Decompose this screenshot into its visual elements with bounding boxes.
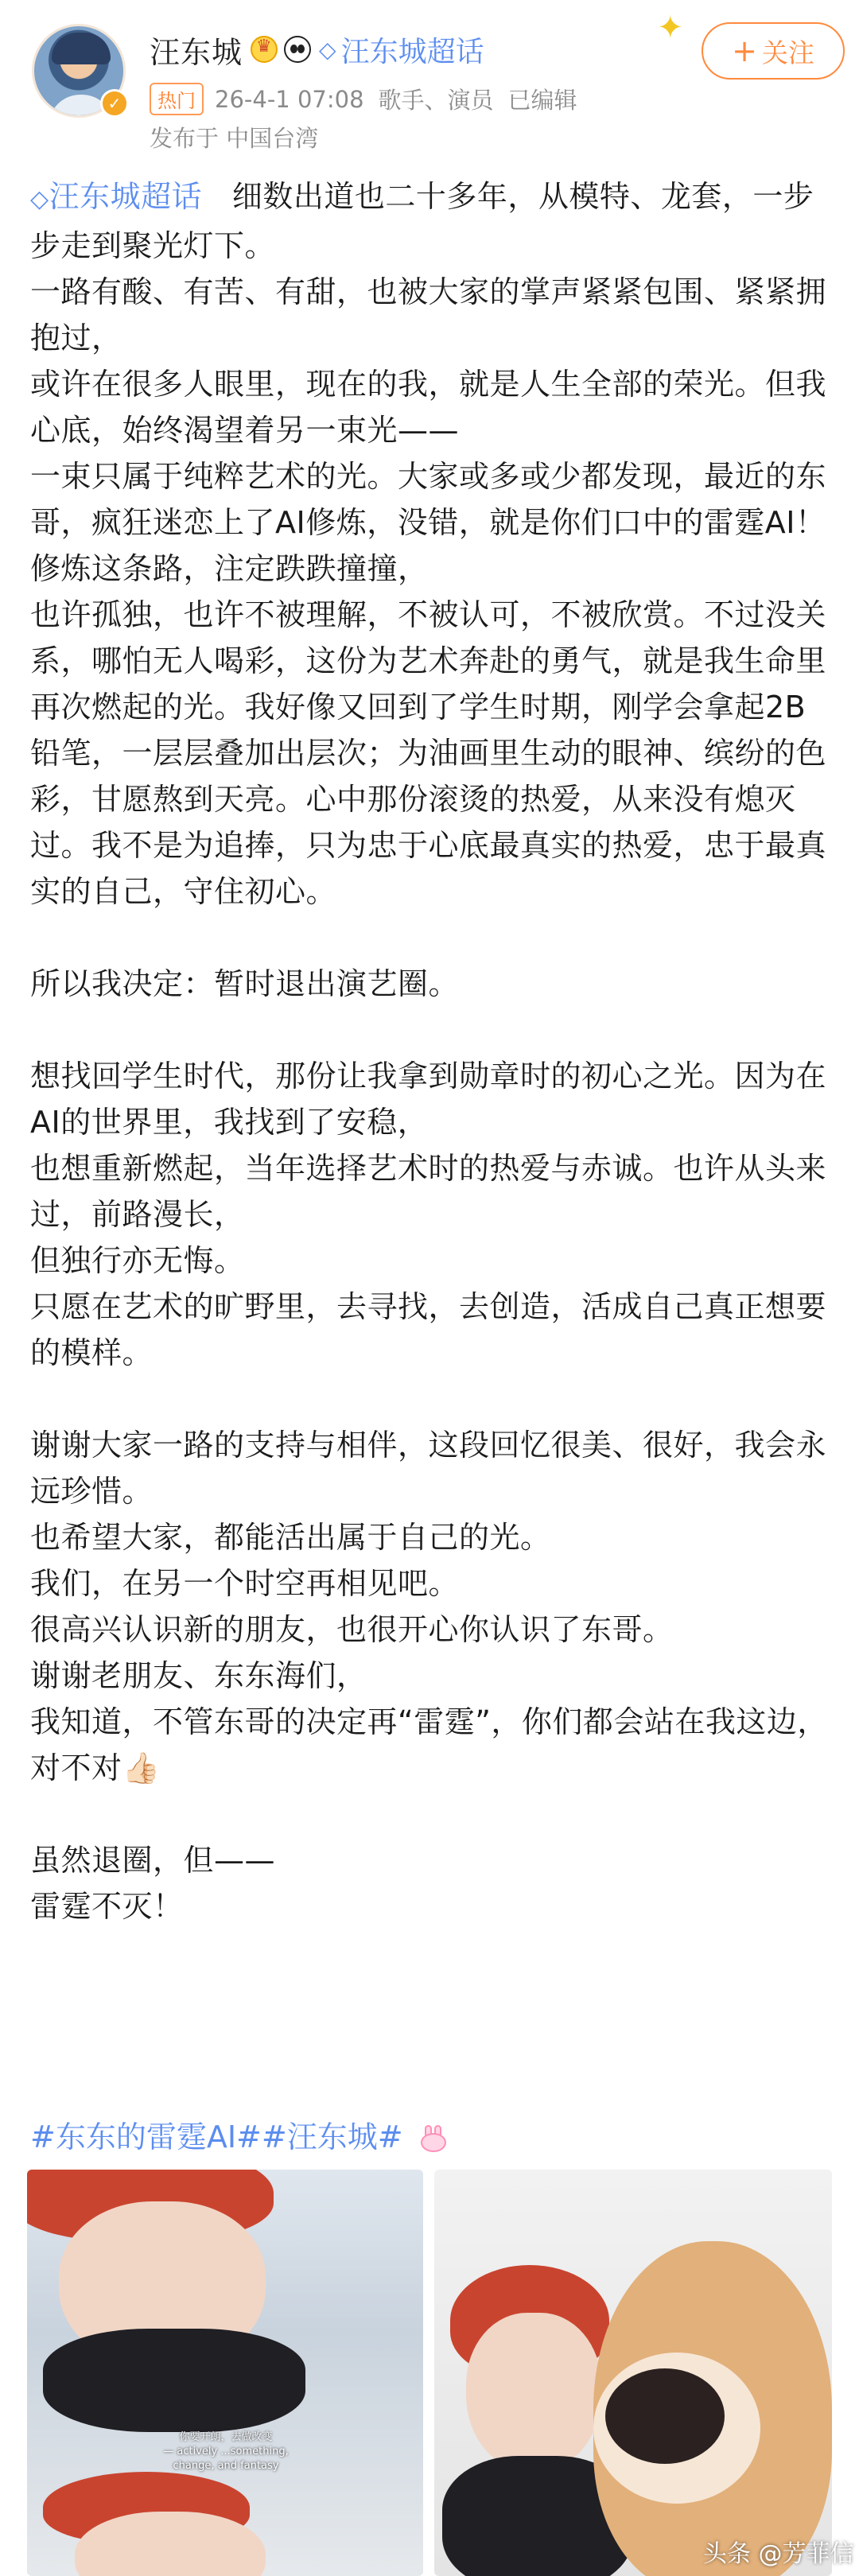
diamond-icon: ◇ [319, 36, 336, 63]
meta-row [150, 83, 577, 115]
topic-link[interactable] [30, 179, 202, 214]
paragraph-gap [30, 1791, 834, 1837]
watermark: 头条 @芳菲信 [703, 2540, 854, 2568]
post-line: 我知道，不管东哥的决定再“雷霆”，你们都会站在我这边，对不对👍🏻 [30, 1704, 828, 1785]
post-line: 一束只属于纯粹艺术的光。大家或多或少都发现，最近的东哥，疯狂迷恋上了AI修炼，没错，就是你们口中的雷霆AI！修炼这条路，注定跌跌撞撞， [30, 459, 827, 586]
post-body [30, 173, 834, 1929]
post-line: 或许在很多人眼里，现在的我，就是人生全部的荣光。但我心底，始终渴望着另一束光—— [30, 367, 827, 448]
photo-face [466, 2313, 601, 2472]
post-line: 谢谢大家一路的支持与相伴，这段回忆很美、很好，我会永远珍惜。 [30, 1428, 827, 1509]
post-line: 也许孤独，也许不被理解，不被认可，不被欣赏。不过没关系，哪怕无人喝彩，这份为艺术奔赴的勇气，就是我生命里再次燃起的光。我好像又回到了学生时期，刚学会拿起2B铅笔，一层层叠加出层次；为油画里生动的眼神、缤纷的色彩，甘愿熬到天亮。心中那份滚烫的热爱，从来没有熄灭过。我不是为追捧，只为忠于心底最真实的热爱，忠于最真实的自己，守住初心。 [30, 597, 827, 909]
post-timestamp: 26-4-1 07:08 [215, 85, 364, 113]
hashtag-link[interactable]: #东东的雷霆AI##汪东城# [30, 2119, 403, 2154]
diamond-icon: ◇ [30, 185, 49, 213]
post-line: 我们，在另一个时空再相见吧。 [30, 1566, 460, 1601]
photo-scarf [43, 2329, 305, 2432]
post-line: 只愿在艺术的旷野里，去寻找，去创造，活成自己真正想要的模样。 [30, 1289, 827, 1370]
bunny-icon [418, 2125, 449, 2154]
photo-dog-nose [605, 2368, 725, 2464]
post-line: 雷霆不灭！ [30, 1889, 184, 1924]
post-line: 也希望大家，都能活出属于自己的光。 [30, 1520, 551, 1555]
paragraph-gap [30, 1376, 834, 1422]
post-line: 也想重新燃起，当年选择艺术时的热爱与赤诚。也许从头来过，前路漫长， [30, 1151, 827, 1232]
username[interactable]: 汪东城 [150, 34, 243, 70]
topic-link-label: 汪东城超话 [49, 179, 203, 214]
super-topic-link[interactable]: 汪东城超话 [340, 35, 484, 68]
crown-icon [251, 36, 278, 63]
paragraph-gap [30, 1007, 834, 1053]
plus-icon: + [732, 33, 757, 68]
post-image-right[interactable] [434, 2170, 832, 2576]
follow-label: 关注 [761, 37, 814, 68]
panda-icon [284, 36, 311, 63]
post-line: 虽然退圈，但—— [30, 1843, 276, 1878]
post-line: 但独行亦无悔。 [30, 1243, 245, 1278]
post-line: 想找回学生时代，那份让我拿到勋章时的初心之光。因为在AI的世界里，我找到了安稳， [30, 1059, 827, 1140]
hot-badge: 热门 [150, 83, 204, 115]
bunny-face [421, 2133, 446, 2152]
verified-badge-icon: ✓ [100, 89, 129, 118]
sparkle-icon: ✦ [657, 10, 684, 46]
user-tags: 歌手、演员 [378, 87, 494, 114]
paragraph-gap [30, 915, 834, 961]
post-line: 很高兴认识新的朋友，也很开心你认识了东哥。 [30, 1612, 674, 1647]
follow-button[interactable] [702, 22, 845, 80]
post-image-left[interactable] [27, 2170, 423, 2576]
post-line [30, 173, 834, 269]
post-line: 一路有酸、有苦、有甜，也被大家的掌声紧紧包围、紧紧拥抱过， [30, 274, 827, 356]
photo-subtitle [146, 2430, 305, 2473]
post-line: 所以我决定：暂时退出演艺圈。 [30, 966, 460, 1001]
post-line-text: 细数出道也二十多年，从模特、龙套，一步步走到聚光灯下。 [30, 179, 814, 263]
name-row [150, 27, 484, 72]
post-header [0, 0, 859, 159]
subtitle-line: 你要开朗，去做改变 [179, 2431, 273, 2443]
post-location: 发布于 中国台湾 [150, 125, 319, 152]
subtitle-line: — actively ...something, change, and fantasy [163, 2446, 289, 2472]
post-line: 谢谢老朋友、东东海们， [30, 1658, 367, 1693]
edited-label: 已编辑 [507, 87, 577, 114]
avatar-hair [52, 33, 111, 64]
hashtag-row [30, 2114, 449, 2160]
